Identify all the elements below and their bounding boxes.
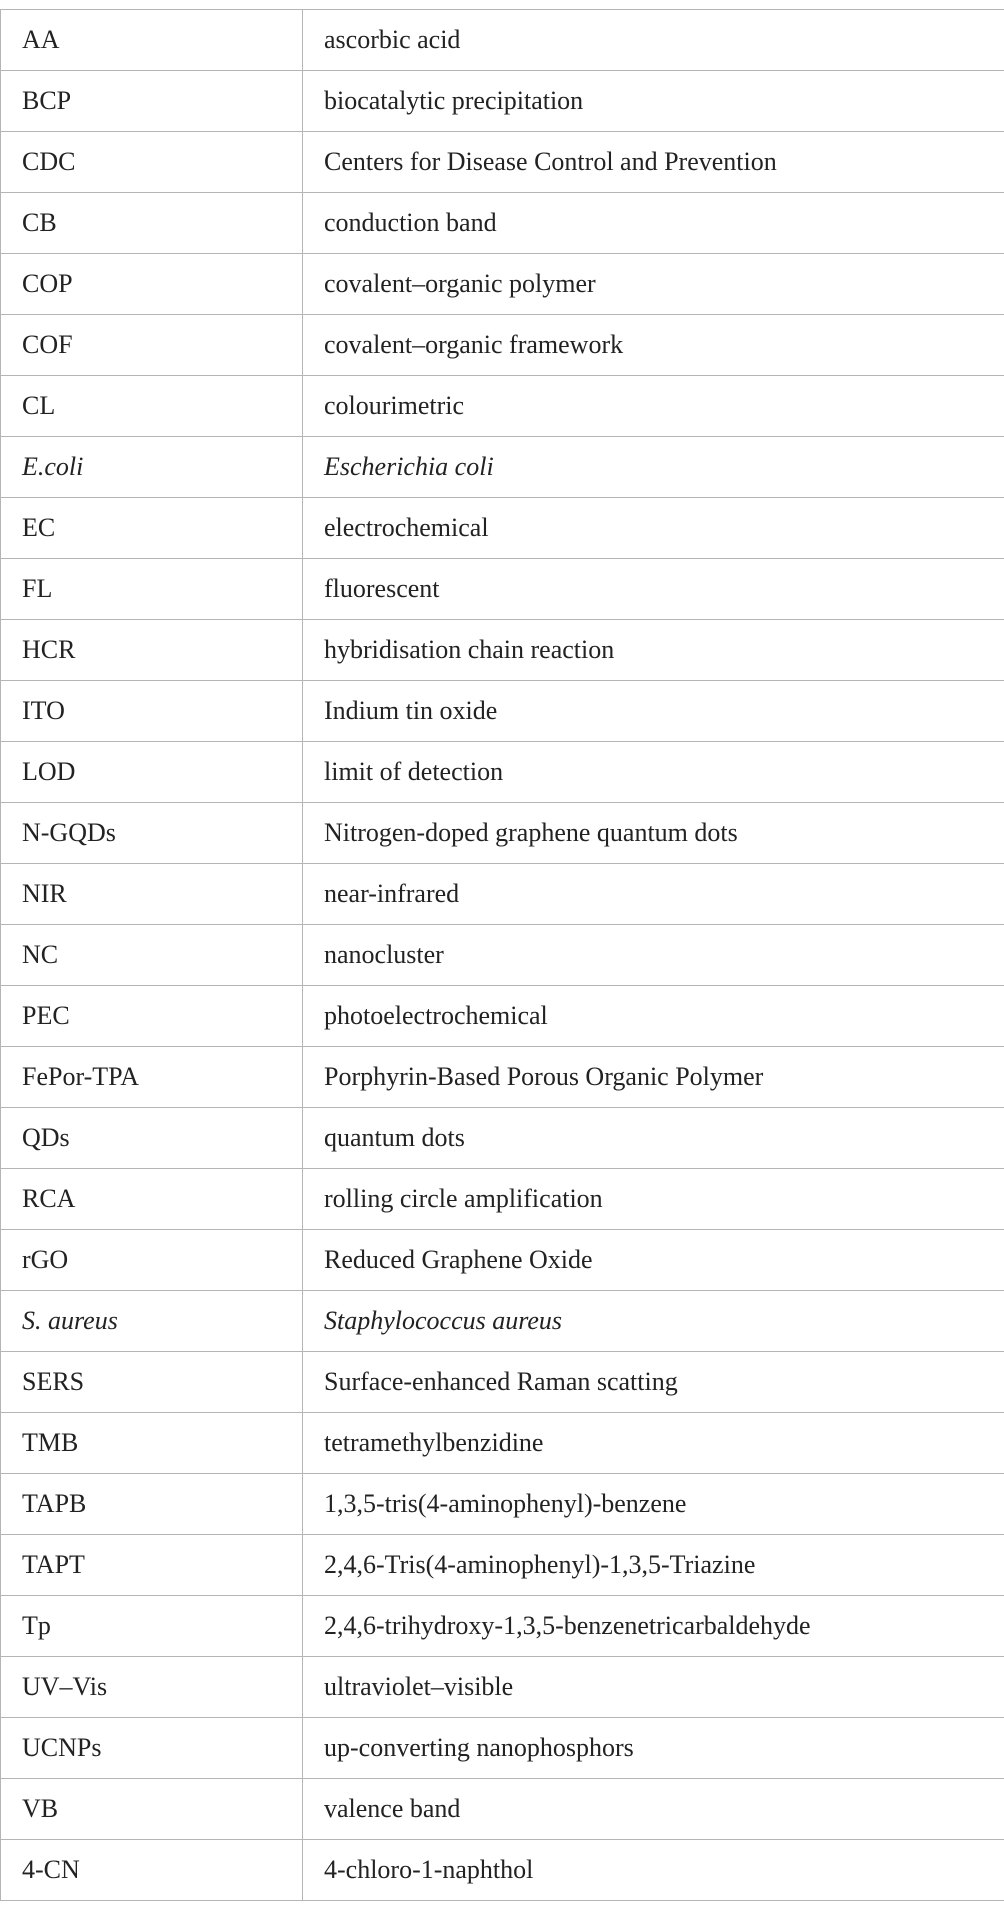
abbreviation-cell: S. aureus (1, 1291, 303, 1352)
definition-cell: Reduced Graphene Oxide (303, 1230, 1004, 1291)
definition-cell: biocatalytic precipitation (303, 71, 1004, 132)
table-row (1, 1657, 1004, 1718)
table-row (1, 1535, 1004, 1596)
table-row (1, 1108, 1004, 1169)
table-row (1, 925, 1004, 986)
definition-cell: electrochemical (303, 498, 1004, 559)
definition-cell: hybridisation chain reaction (303, 620, 1004, 681)
table-row (1, 315, 1004, 376)
abbreviation-cell: EC (1, 498, 303, 559)
abbreviation-cell: AA (1, 10, 303, 71)
abbreviation-cell: N-GQDs (1, 803, 303, 864)
definition-cell: covalent–organic polymer (303, 254, 1004, 315)
abbreviation-cell: SERS (1, 1352, 303, 1413)
definition-cell: fluorescent (303, 559, 1004, 620)
table-row (1, 986, 1004, 1047)
definition-cell: Centers for Disease Control and Prevention (303, 132, 1004, 193)
definition-cell: Surface-enhanced Raman scatting (303, 1352, 1004, 1413)
table-row (1, 437, 1004, 498)
abbreviation-cell: BCP (1, 71, 303, 132)
abbreviation-cell: QDs (1, 1108, 303, 1169)
table-row (1, 1413, 1004, 1474)
abbreviation-cell: Tp (1, 1596, 303, 1657)
abbreviations-table-container (0, 9, 1004, 1901)
table-row (1, 498, 1004, 559)
table-row (1, 1596, 1004, 1657)
abbreviation-cell: VB (1, 1779, 303, 1840)
abbreviation-cell: LOD (1, 742, 303, 803)
definition-cell: 1,3,5-tris(4-aminophenyl)-benzene (303, 1474, 1004, 1535)
table-row (1, 742, 1004, 803)
table-row (1, 559, 1004, 620)
definition-cell: up-converting nanophosphors (303, 1718, 1004, 1779)
definition-cell: 2,4,6-Tris(4-aminophenyl)-1,3,5-Triazine (303, 1535, 1004, 1596)
abbreviation-cell: CL (1, 376, 303, 437)
abbreviations-table-body (1, 10, 1004, 1901)
abbreviation-cell: PEC (1, 986, 303, 1047)
table-row (1, 1779, 1004, 1840)
abbreviation-cell: COF (1, 315, 303, 376)
table-row (1, 1352, 1004, 1413)
definition-cell: Nitrogen-doped graphene quantum dots (303, 803, 1004, 864)
table-row (1, 1718, 1004, 1779)
definition-cell: Porphyrin-Based Porous Organic Polymer (303, 1047, 1004, 1108)
abbreviation-cell: HCR (1, 620, 303, 681)
definition-cell: photoelectrochemical (303, 986, 1004, 1047)
abbreviation-cell: RCA (1, 1169, 303, 1230)
definition-cell: near-infrared (303, 864, 1004, 925)
abbreviation-cell: E.coli (1, 437, 303, 498)
definition-cell: quantum dots (303, 1108, 1004, 1169)
definition-cell: conduction band (303, 193, 1004, 254)
abbreviation-cell: ITO (1, 681, 303, 742)
abbreviation-cell: TAPT (1, 1535, 303, 1596)
table-row (1, 1169, 1004, 1230)
definition-cell: colourimetric (303, 376, 1004, 437)
abbreviation-cell: FL (1, 559, 303, 620)
definition-cell: 2,4,6-trihydroxy-1,3,5-benzenetricarbaldehyde (303, 1596, 1004, 1657)
abbreviation-cell: UV–Vis (1, 1657, 303, 1718)
definition-cell: rolling circle amplification (303, 1169, 1004, 1230)
abbreviation-cell: COP (1, 254, 303, 315)
definition-cell: 4-chloro-1-naphthol (303, 1840, 1004, 1901)
table-row (1, 376, 1004, 437)
table-row (1, 132, 1004, 193)
abbreviation-cell: NIR (1, 864, 303, 925)
definition-cell: Staphylococcus aureus (303, 1291, 1004, 1352)
abbreviation-cell: NC (1, 925, 303, 986)
abbreviation-cell: TAPB (1, 1474, 303, 1535)
abbreviation-cell: TMB (1, 1413, 303, 1474)
table-row (1, 254, 1004, 315)
definition-cell: valence band (303, 1779, 1004, 1840)
table-row (1, 1230, 1004, 1291)
table-row (1, 1047, 1004, 1108)
table-row (1, 1291, 1004, 1352)
definition-cell: Indium tin oxide (303, 681, 1004, 742)
table-row (1, 10, 1004, 71)
abbreviation-cell: 4-CN (1, 1840, 303, 1901)
abbreviations-table (0, 9, 1004, 1901)
table-row (1, 1474, 1004, 1535)
table-row (1, 1840, 1004, 1901)
abbreviation-cell: CDC (1, 132, 303, 193)
table-row (1, 193, 1004, 254)
definition-cell: limit of detection (303, 742, 1004, 803)
abbreviation-cell: UCNPs (1, 1718, 303, 1779)
abbreviation-cell: FePor-TPA (1, 1047, 303, 1108)
definition-cell: nanocluster (303, 925, 1004, 986)
abbreviation-cell: CB (1, 193, 303, 254)
definition-cell: covalent–organic framework (303, 315, 1004, 376)
table-row (1, 803, 1004, 864)
definition-cell: tetramethylbenzidine (303, 1413, 1004, 1474)
definition-cell: ultraviolet–visible (303, 1657, 1004, 1718)
definition-cell: ascorbic acid (303, 10, 1004, 71)
table-row (1, 620, 1004, 681)
table-row (1, 71, 1004, 132)
definition-cell: Escherichia coli (303, 437, 1004, 498)
table-row (1, 864, 1004, 925)
table-row (1, 681, 1004, 742)
abbreviation-cell: rGO (1, 1230, 303, 1291)
